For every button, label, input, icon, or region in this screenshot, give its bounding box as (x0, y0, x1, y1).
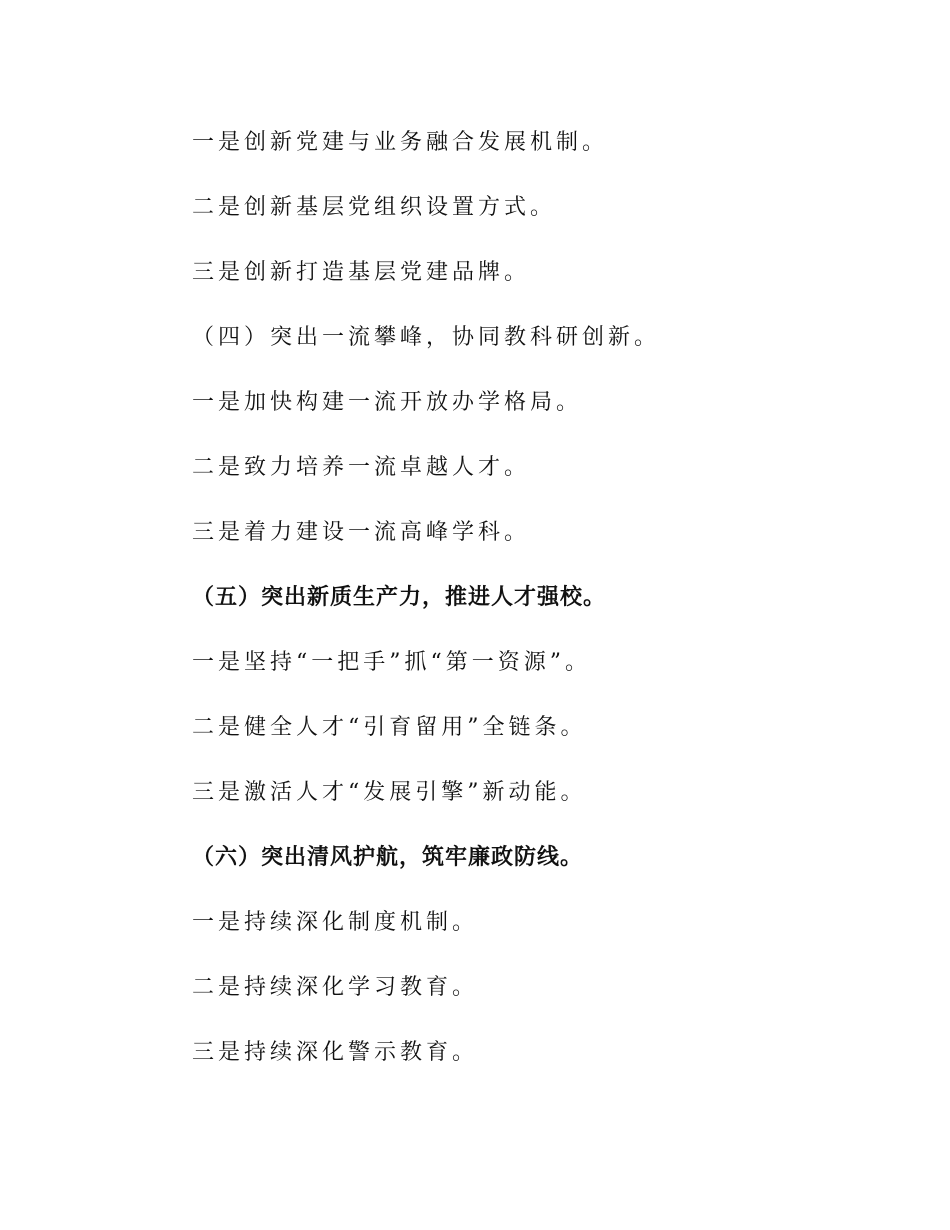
item-line: 一是创新党建与业务融合发展机制。 (192, 130, 609, 155)
item-line: 一是持续深化制度机制。 (192, 910, 479, 935)
item-line: 三是激活人才“发展引擎”新动能。 (192, 780, 587, 805)
item-line: 二是创新基层党组织设置方式。 (192, 195, 557, 220)
item-line: 一是坚持“一把手”抓“第一资源”。 (192, 650, 591, 675)
section-heading-4: （四）突出一流攀峰，协同教科研创新。 (192, 325, 661, 350)
item-line: 二是致力培养一流卓越人才。 (192, 455, 531, 480)
section-heading-6: （六）突出清风护航，筑牢廉政防线。 (192, 845, 584, 870)
item-line: 二是健全人才“引育留用”全链条。 (192, 715, 587, 740)
item-line: 一是加快构建一流开放办学格局。 (192, 390, 583, 415)
section-heading-5: （五）突出新质生产力，推进人才强校。 (192, 585, 607, 610)
item-line: 三是创新打造基层党建品牌。 (192, 260, 531, 285)
item-line: 三是着力建设一流高峰学科。 (192, 520, 531, 545)
document-body (192, 124, 892, 1099)
item-line: 三是持续深化警示教育。 (192, 1040, 479, 1065)
item-line: 二是持续深化学习教育。 (192, 975, 479, 1000)
